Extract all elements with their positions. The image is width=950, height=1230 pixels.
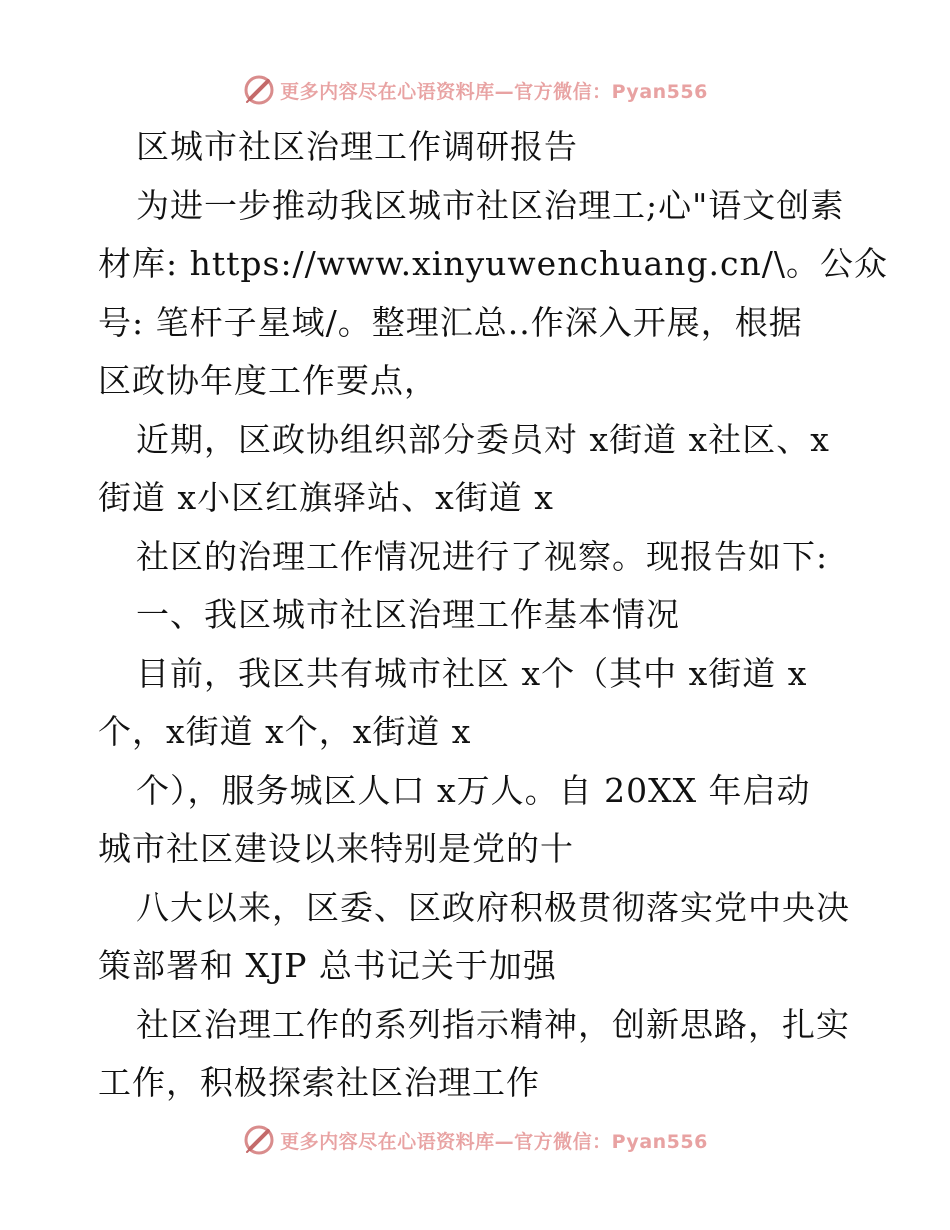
text-line: 社区的治理工作情况进行了视察。现报告如下: bbox=[136, 536, 829, 576]
pen-logo-icon bbox=[242, 73, 276, 107]
text-line: 号: 笔杆子星域/。整理汇总..作深入开展，根据 bbox=[98, 302, 803, 342]
watermark-text: 更多内容尽在心语资料库—官方微信：Pyan556 bbox=[280, 1130, 708, 1153]
text-line: 工作，积极探索社区治理工作 bbox=[98, 1063, 540, 1102]
text-line: 个，x街道 x个，x街道 x bbox=[98, 712, 472, 751]
document-title: 区城市社区治理工作调研报告 bbox=[136, 127, 578, 166]
text-line: 街道 x小区红旗驿站、x街道 x bbox=[98, 478, 554, 517]
document-body bbox=[98, 118, 888, 1113]
watermark-text: 更多内容尽在心语资料库—官方微信：Pyan556 bbox=[280, 80, 708, 103]
text-line: 策部署和 XJP 总书记关于加强 bbox=[98, 946, 557, 985]
text-line: 八大以来，区委、区政府积极贯彻落实党中央决 bbox=[136, 887, 850, 927]
text-line: 为进一步推动我区城市社区治理工;心"语文创素 bbox=[136, 185, 845, 225]
text-line: 近期，区政协组织部分委员对 x街道 x社区、x bbox=[136, 419, 830, 459]
section-heading: 一、我区城市社区治理工作基本情况 bbox=[136, 595, 680, 634]
text-line: 目前，我区共有城市社区 x个（其中 x街道 x bbox=[136, 653, 808, 693]
text-line: 社区治理工作的系列指示精神，创新思路，扎实 bbox=[136, 1004, 850, 1044]
text-line: 材库: https://www.xinyuwenchuang.cn/\。公众 bbox=[98, 244, 888, 283]
footer-watermark bbox=[0, 1120, 950, 1160]
pen-logo-icon bbox=[242, 1123, 276, 1157]
text-line: 区政协年度工作要点， bbox=[98, 361, 438, 400]
header-watermark bbox=[0, 70, 950, 110]
text-line: 个），服务城区人口 x万人。自 20XX 年启动 bbox=[136, 770, 811, 810]
text-line: 城市社区建设以来特别是党的十 bbox=[98, 829, 574, 868]
